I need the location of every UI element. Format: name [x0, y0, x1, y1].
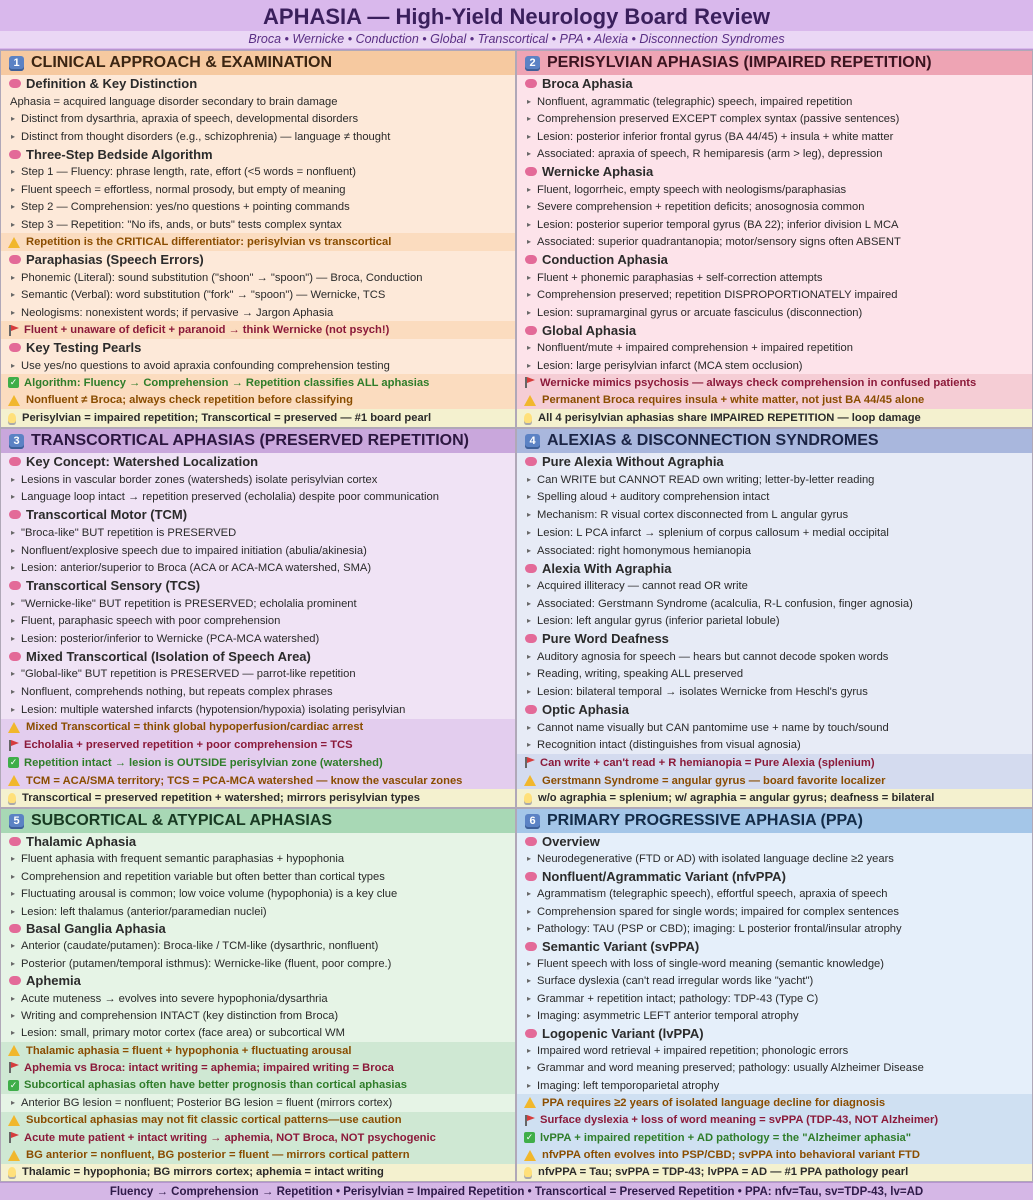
warning-callout — [1, 719, 515, 737]
subsection-title: Pure Word Deafness — [542, 631, 669, 647]
check-icon: ✓ — [9, 757, 18, 768]
warning-icon — [8, 1045, 20, 1056]
bullet-item: ▸ Fluent, logorrheic, empty speech with neologisms/paraphasias — [517, 181, 1032, 199]
subsection-heading — [1, 648, 515, 666]
callout-text: Gerstmann Syndrome = angular gyrus — board favorite localizer — [542, 774, 886, 787]
red-flag-icon — [524, 377, 535, 388]
callout-text: All 4 perisylvian aphasias share IMPAIRED REPETITION — loop damage — [538, 412, 921, 425]
bullet-item: ▸ Impaired word retrieval + impaired repetition; phonologic errors — [517, 1042, 1032, 1059]
warning-callout — [517, 1146, 1032, 1163]
section-title: PERISYLVIAN APHASIAS (IMPAIRED REPETITION) — [547, 54, 932, 71]
flag-callout — [517, 1112, 1032, 1129]
bullet-item: ▸ Associated: Gerstmann Syndrome (acalculia, R-L confusion, finger agnosia) — [517, 595, 1032, 613]
bullet-item: ▸ Neurodegenerative (FTD or AD) with isolated language decline ≥2 years — [517, 850, 1032, 867]
bullet-item: ▸ Lesion: posterior superior temporal gyrus (BA 22); inferior division L MCA — [517, 216, 1032, 234]
brain-icon — [9, 150, 21, 159]
callout-text: PPA requires ≥2 years of isolated language decline for diagnosis — [542, 1096, 886, 1109]
bullet-item: ▸ Lesion: posterior inferior frontal gyrus (BA 44/45) + insula + white matter — [517, 128, 1032, 146]
bullet-item: ▸ Semantic (Verbal): word substitution ("fork" → "spoon") — Wernicke, TCS — [1, 286, 515, 304]
subsection-heading — [517, 833, 1032, 850]
subsection-heading — [1, 577, 515, 595]
red-flag-icon — [8, 1132, 19, 1143]
row-1 — [0, 50, 1033, 428]
bullet-item: ▸ Lesion: left thalamus (anterior/paramedian nuclei) — [1, 903, 515, 920]
subsection-title: Logopenic Variant (lvPPA) — [542, 1025, 704, 1041]
warning-icon — [524, 395, 536, 406]
bullet-item: ▸ Grammar and word meaning preserved; pathology: usually Alzheimer Disease — [517, 1059, 1032, 1076]
warning-icon — [8, 1150, 20, 1161]
brain-icon — [525, 167, 537, 176]
callout-text: Nonfluent ≠ Broca; always check repetition before classifying — [26, 394, 353, 407]
bullet-item: ▸ Lesion: large perisylvian infarct (MCA stem occlusion) — [517, 357, 1032, 375]
bullet-item: ▸ Pathology: TAU (PSP or CBD); imaging: L posterior frontal/insular atrophy — [517, 920, 1032, 937]
definition-text: Aphasia = acquired language disorder secondary to brain damage — [10, 95, 338, 108]
bullet-item: ▸ Fluent, paraphasic speech with poor comprehension — [1, 612, 515, 630]
bullet-item: ▸ Language loop intact → repetition preserved (echolalia) despite poor communication — [1, 488, 515, 506]
section-title: ALEXIAS & DISCONNECTION SYNDROMES — [547, 432, 879, 449]
subsection-title: Overview — [542, 834, 600, 850]
flag-callout — [1, 736, 515, 754]
subsection-title: Definition & Key Distinction — [26, 76, 198, 92]
bullet-item: ▸ Lesion: posterior/inferior to Wernicke (PCA-MCA watershed) — [1, 630, 515, 648]
bullet-item: ▸ Auditory agnosia for speech — hears but cannot decode spoken words — [517, 648, 1032, 666]
bullet-item: ▸ Writing and comprehension INTACT (key distinction from Broca) — [1, 1007, 515, 1024]
callout-text: Perisylvian = impaired repetition; Transcortical = preserved — #1 board pearl — [22, 412, 432, 425]
bullet-item: ▸ "Broca-like" BUT repetition is PRESERVED — [1, 524, 515, 542]
bullet-item: ▸ Can WRITE but CANNOT READ own writing; letter-by-letter reading — [517, 471, 1032, 489]
pearl-callout — [1, 409, 515, 427]
bullet-item: ▸ Fluent speech with loss of single-word meaning (semantic knowledge) — [517, 955, 1032, 972]
bullet-item: ▸ Distinct from thought disorders (e.g., schizophrenia) — language ≠ thought — [1, 128, 515, 146]
section-title: PRIMARY PROGRESSIVE APHASIA (PPA) — [547, 812, 863, 829]
flag-callout — [1, 321, 515, 339]
bullet-item: ▸ Phonemic (Literal): sound substitution ("shoon" → "spoon") — Broca, Conduction — [1, 269, 515, 287]
lightbulb-icon — [524, 413, 532, 423]
subsection-heading — [517, 75, 1032, 93]
section-number-badge: 3 — [9, 434, 24, 449]
subsection-heading — [517, 559, 1032, 577]
page-footer: Fluency → Comprehension → Repetition • Perisylvian = Impaired Repetition • Transcortical = Preserved Repetition • PPA: nfv=Tau, sv=TDP-43, lv=AD — [0, 1182, 1033, 1200]
brain-icon — [525, 942, 537, 951]
check-callout — [1, 754, 515, 772]
flag-callout — [517, 754, 1032, 772]
callout-text: Thalamic aphasia = fluent + hypophonia + fluctuating arousal — [26, 1044, 352, 1057]
section-number-badge: 4 — [525, 434, 540, 449]
red-flag-icon — [8, 325, 19, 336]
warning-icon — [8, 395, 20, 406]
bullet-item: ▸ Imaging: left temporoparietal atrophy — [517, 1077, 1032, 1094]
section-header — [517, 809, 1032, 833]
subsection-title: Paraphasias (Speech Errors) — [26, 252, 204, 268]
row-2 — [0, 428, 1033, 808]
check-callout — [1, 374, 515, 392]
bullet-item: ▸ Associated: right homonymous hemianopia — [517, 542, 1032, 560]
bullet-item: ▸ Step 2 — Comprehension: yes/no questions + pointing commands — [1, 198, 515, 216]
check-icon: ✓ — [9, 377, 18, 388]
bullet-item: ▸ Fluent + phonemic paraphasias + self-correction attempts — [517, 269, 1032, 287]
bullet-item: ▸ Step 3 — Repetition: "No ifs, ands, or buts" tests complex syntax — [1, 216, 515, 234]
bullet-item: ▸ Comprehension preserved EXCEPT complex syntax (passive sentences) — [517, 110, 1032, 128]
pearl-callout — [1, 789, 515, 807]
bullet-item: ▸ Spelling aloud + auditory comprehension intact — [517, 488, 1032, 506]
bullet-item: ▸ Lesion: left angular gyrus (inferior parietal lobule) — [517, 612, 1032, 630]
section-alexias-disconnection — [516, 428, 1033, 808]
subsection-title: Conduction Aphasia — [542, 252, 668, 268]
lightbulb-icon — [524, 793, 532, 803]
subsection-heading — [1, 145, 515, 163]
brain-icon — [525, 872, 537, 881]
bullet-item: ▸ Nonfluent, agrammatic (telegraphic) speech, impaired repetition — [517, 93, 1032, 111]
warning-callout — [1, 392, 515, 410]
callout-text: Algorithm: Fluency → Comprehension → Repetition classifies ALL aphasias — [24, 376, 430, 389]
warning-callout — [517, 1094, 1032, 1111]
bullet-item: ▸ Imaging: asymmetric LEFT anterior temporal atrophy — [517, 1007, 1032, 1024]
pearl-callout — [517, 1164, 1032, 1181]
bullet-item: ▸ Nonfluent/mute + impaired comprehension + impaired repetition — [517, 339, 1032, 357]
brain-icon — [9, 924, 21, 933]
subsection-heading — [1, 453, 515, 471]
row-3 — [0, 808, 1033, 1182]
bullet-item: ▸ Fluent speech = effortless, normal prosody, but empty of meaning — [1, 181, 515, 199]
callout-text: Subcortical aphasias may not fit classic cortical patterns—use caution — [26, 1114, 402, 1127]
bullet-item: ▸ Comprehension preserved; repetition DISPROPORTIONATELY impaired — [517, 286, 1032, 304]
section-perisylvian-aphasias — [516, 50, 1033, 428]
warning-icon — [524, 1097, 536, 1108]
page-title: APHASIA — High-Yield Neurology Board Review — [263, 4, 770, 29]
callout-text: nfvPPA = Tau; svPPA = TDP-43; lvPPA = AD — #1 PPA pathology pearl — [538, 1166, 909, 1179]
pearl-callout — [517, 409, 1032, 427]
subsection-title: Wernicke Aphasia — [542, 164, 654, 180]
brain-icon — [525, 79, 537, 88]
section-primary-progressive-aphasia — [516, 808, 1033, 1182]
lightbulb-icon — [524, 1167, 532, 1177]
callout-text: Echolalia + preserved repetition + poor comprehension = TCS — [24, 739, 353, 752]
subsection-heading — [1, 972, 515, 989]
lightbulb-icon — [8, 413, 16, 423]
callout-text: Repetition intact → lesion is OUTSIDE perisylvian zone (watershed) — [24, 756, 383, 769]
bullet-item: ▸ Lesion: L PCA infarct → splenium of corpus callosum + medial occipital — [517, 524, 1032, 542]
red-flag-icon — [8, 740, 19, 751]
red-flag-icon — [524, 757, 535, 768]
bullet-item: ▸ Reading, writing, speaking ALL preserved — [517, 665, 1032, 683]
bullet-item: ▸ Anterior (caudate/putamen): Broca-like / TCM-like (dysarthric, nonfluent) — [1, 937, 515, 954]
brain-icon — [9, 581, 21, 590]
subsection-heading — [517, 251, 1032, 269]
brain-icon — [525, 837, 537, 846]
brain-icon — [9, 457, 21, 466]
pearl-callout — [517, 789, 1032, 807]
bullet-item: ▸ Lesion: supramarginal gyrus or arcuate fasciculus (disconnection) — [517, 304, 1032, 322]
brain-icon — [9, 510, 21, 519]
subsection-heading — [517, 321, 1032, 339]
bullet-item: ▸ "Global-like" BUT repetition is PRESERVED — parrot-like repetition — [1, 665, 515, 683]
warning-callout — [1, 772, 515, 790]
pearl-callout — [1, 1164, 515, 1181]
callout-text: Thalamic = hypophonia; BG mirrors cortex; aphemia = intact writing — [22, 1166, 384, 1179]
callout-text: TCM = ACA/SMA territory; TCS = PCA-MCA watershed — know the vascular zones — [26, 774, 463, 787]
subsection-title: Mixed Transcortical (Isolation of Speech Area) — [26, 649, 311, 665]
subsection-title: Transcortical Motor (TCM) — [26, 507, 188, 523]
red-flag-icon — [524, 1115, 535, 1126]
bullet-item: ▸ Severe comprehension + repetition deficits; anosognosia common — [517, 198, 1032, 216]
bullet-item: ▸ Acquired illiteracy — cannot read OR write — [517, 577, 1032, 595]
callout-text: Aphemia vs Broca: intact writing = aphemia; impaired writing = Broca — [24, 1061, 394, 1074]
subsection-title: Pure Alexia Without Agraphia — [542, 454, 724, 470]
subsection-title: Broca Aphasia — [542, 76, 633, 92]
brain-icon — [525, 326, 537, 335]
warning-callout — [517, 772, 1032, 790]
section-header — [1, 809, 515, 833]
section-clinical-approach — [0, 50, 516, 428]
warning-icon — [8, 722, 20, 733]
bullet-item: ▸ Distinct from dysarthria, apraxia of speech, developmental disorders — [1, 110, 515, 128]
subsection-heading — [517, 453, 1032, 471]
lightbulb-icon — [8, 1167, 16, 1177]
callout-text: BG anterior = nonfluent, BG posterior = fluent — mirrors cortical pattern — [26, 1149, 410, 1162]
subsection-title: Nonfluent/Agrammatic Variant (nfvPPA) — [542, 869, 786, 885]
bullet-item: ▸ Surface dyslexia (can't read irregular words like "yacht") — [517, 972, 1032, 989]
callout-text: Surface dyslexia + loss of word meaning = svPPA (TDP-43, NOT Alzheimer) — [540, 1114, 939, 1127]
section-number-badge: 1 — [9, 56, 24, 71]
bullet-item: ▸ Neologisms: nonexistent words; if pervasive → Jargon Aphasia — [1, 304, 515, 322]
section-number-badge: 6 — [525, 814, 540, 829]
section-title: TRANSCORTICAL APHASIAS (PRESERVED REPETITION) — [31, 432, 469, 449]
brain-icon — [9, 79, 21, 88]
brain-icon — [9, 343, 21, 352]
bullet-item: ▸ Use yes/no questions to avoid apraxia confounding comprehension testing — [1, 357, 515, 375]
bullet-item: ▸ Lesions in vascular border zones (watersheds) isolate perisylvian cortex — [1, 471, 515, 489]
bullet-item: ▸ Nonfluent/explosive speech due to impaired initiation (abulia/akinesia) — [1, 542, 515, 560]
warning-callout — [1, 1042, 515, 1059]
warning-icon — [524, 775, 536, 786]
subsection-title: Aphemia — [26, 973, 81, 989]
subsection-heading — [517, 701, 1032, 719]
section-header — [517, 429, 1032, 453]
section-title: SUBCORTICAL & ATYPICAL APHASIAS — [31, 812, 333, 829]
subsection-title: Basal Ganglia Aphasia — [26, 921, 166, 937]
subsection-heading — [517, 868, 1032, 885]
bullet-item: ▸ Anterior BG lesion = nonfluent; Posterior BG lesion = fluent (mirrors cortex) — [1, 1094, 515, 1111]
section-subcortical-aphasias — [0, 808, 516, 1182]
subsection-heading — [1, 833, 515, 850]
subsection-heading — [1, 339, 515, 357]
flag-callout — [1, 1059, 515, 1076]
callout-text: nfvPPA often evolves into PSP/CBD; svPPA into behavioral variant FTD — [542, 1149, 920, 1162]
callout-text: Acute mute patient + intact writing → aphemia, NOT Broca, NOT psychogenic — [24, 1131, 436, 1144]
callout-text: Wernicke mimics psychosis — always check comprehension in confused patients — [540, 376, 977, 389]
brain-icon — [525, 564, 537, 573]
page-subtitle: Broca • Wernicke • Conduction • Global • Transcortical • PPA • Alexia • Disconnection Syndromes — [0, 31, 1033, 48]
callout-text: Transcortical = preserved repetition + watershed; mirrors perisylvian types — [22, 792, 420, 805]
section-header — [1, 51, 515, 75]
bullet-item: ▸ Associated: superior quadrantanopia; motor/sensory signs often ABSENT — [517, 233, 1032, 251]
bullet-item: ▸ Associated: apraxia of speech, R hemiparesis (arm > leg), depression — [517, 145, 1032, 163]
bullet-item: ▸ Step 1 — Fluency: phrase length, rate, effort (<5 words = nonfluent) — [1, 163, 515, 181]
subsection-title: Three-Step Bedside Algorithm — [26, 146, 213, 162]
section-transcortical-aphasias — [0, 428, 516, 808]
callout-text: Fluent + unaware of deficit + paranoid → think Wernicke (not psych!) — [24, 324, 390, 337]
section-header — [517, 51, 1032, 75]
warning-callout — [1, 1112, 515, 1129]
check-icon: ✓ — [9, 1079, 18, 1090]
bullet-item: ▸ Mechanism: R visual cortex disconnected from L angular gyrus — [517, 506, 1032, 524]
check-icon: ✓ — [525, 1132, 534, 1143]
bullet-item: ▸ Acute muteness → evolves into severe hypophonia/dysarthria — [1, 990, 515, 1007]
bullet-item: ▸ Lesion: anterior/superior to Broca (ACA or ACA-MCA watershed, SMA) — [1, 559, 515, 577]
subsection-heading — [1, 251, 515, 269]
subsection-heading — [517, 630, 1032, 648]
subsection-heading — [517, 1024, 1032, 1041]
warning-icon — [524, 1150, 536, 1161]
subsection-title: Key Concept: Watershed Localization — [26, 454, 259, 470]
bullet-item: ▸ "Wernicke-like" BUT repetition is PRESERVED; echolalia prominent — [1, 595, 515, 613]
subsection-heading — [517, 163, 1032, 181]
subsection-title: Alexia With Agraphia — [542, 560, 672, 576]
callout-text: Subcortical aphasias often have better prognosis than cortical aphasias — [24, 1079, 407, 1092]
bullet-item: ▸ Nonfluent, comprehends nothing, but repeats complex phrases — [1, 683, 515, 701]
callout-text: lvPPA + impaired repetition + AD pathology = the "Alzheimer aphasia" — [540, 1131, 912, 1144]
warning-callout — [1, 233, 515, 251]
bullet-item: ▸ Lesion: multiple watershed infarcts (hypotension/hypoxia) isolating perisylvian — [1, 701, 515, 719]
bullet-item: ▸ Fluctuating arousal is common; low voice volume (hypophonia) is a key clue — [1, 885, 515, 902]
bullet-item: ▸ Fluent aphasia with frequent semantic paraphasias + hypophonia — [1, 850, 515, 867]
brain-icon — [525, 634, 537, 643]
bullet-item: ▸ Agrammatism (telegraphic speech), effortful speech, apraxia of speech — [517, 885, 1032, 902]
flag-callout — [517, 374, 1032, 392]
bullet-item: ▸ Comprehension and repetition variable but often better than cortical types — [1, 868, 515, 885]
subsection-title: Optic Aphasia — [542, 702, 629, 718]
brain-icon — [525, 457, 537, 466]
flag-callout — [1, 1129, 515, 1146]
bullet-item: ▸ Comprehension spared for single words; impaired for complex sentences — [517, 903, 1032, 920]
brain-icon — [525, 705, 537, 714]
subsection-heading — [1, 920, 515, 937]
callout-text: Can write + can't read + R hemianopia = Pure Alexia (splenium) — [540, 756, 875, 769]
warning-icon — [8, 1115, 20, 1126]
page-header — [0, 0, 1033, 50]
red-flag-icon — [8, 1062, 19, 1073]
subsection-heading — [517, 937, 1032, 954]
section-number-badge: 5 — [9, 814, 24, 829]
callout-text: w/o agraphia = splenium; w/ agraphia = angular gyrus; deafness = bilateral — [538, 792, 935, 805]
bullet-item: ▸ Recognition intact (distinguishes from visual agnosia) — [517, 736, 1032, 754]
brain-icon — [9, 255, 21, 264]
subsection-title: Global Aphasia — [542, 322, 637, 338]
bullet-item: ▸ Grammar + repetition intact; pathology: TDP-43 (Type C) — [517, 990, 1032, 1007]
warning-icon — [8, 237, 20, 248]
lightbulb-icon — [8, 793, 16, 803]
bullet-item: ▸ Lesion: small, primary motor cortex (face area) or subcortical WM — [1, 1024, 515, 1041]
brain-icon — [525, 255, 537, 264]
subsection-heading — [1, 506, 515, 524]
subsection-heading — [1, 75, 515, 93]
subsection-title: Thalamic Aphasia — [26, 834, 137, 850]
check-callout — [517, 1129, 1032, 1146]
subsection-title: Transcortical Sensory (TCS) — [26, 578, 201, 594]
brain-icon — [9, 976, 21, 985]
warning-callout — [1, 1146, 515, 1163]
bullet-item: ▸ Lesion: bilateral temporal → isolates Wernicke from Heschl's gyrus — [517, 683, 1032, 701]
subsection-title: Semantic Variant (svPPA) — [542, 938, 700, 954]
brain-icon — [9, 837, 21, 846]
warning-icon — [8, 775, 20, 786]
bullet-item: ▸ Posterior (putamen/temporal isthmus): Wernicke-like (fluent, poor compre.) — [1, 955, 515, 972]
subsection-title: Key Testing Pearls — [26, 340, 142, 356]
section-header — [1, 429, 515, 453]
callout-text: Mixed Transcortical = think global hypoperfusion/cardiac arrest — [26, 721, 364, 734]
warning-callout — [517, 392, 1032, 410]
brain-icon — [9, 652, 21, 661]
check-callout — [1, 1077, 515, 1094]
brain-icon — [525, 1029, 537, 1038]
section-title: CLINICAL APPROACH & EXAMINATION — [31, 54, 333, 71]
callout-text: Repetition is the CRITICAL differentiator: perisylvian vs transcortical — [26, 236, 392, 249]
sections-grid — [0, 50, 1033, 1182]
bullet-item: ▸ Cannot name visually but CAN pantomime use + name by touch/sound — [517, 719, 1032, 737]
section-number-badge: 2 — [525, 56, 540, 71]
callout-text: Permanent Broca requires insula + white matter, not just BA 44/45 alone — [542, 394, 925, 407]
